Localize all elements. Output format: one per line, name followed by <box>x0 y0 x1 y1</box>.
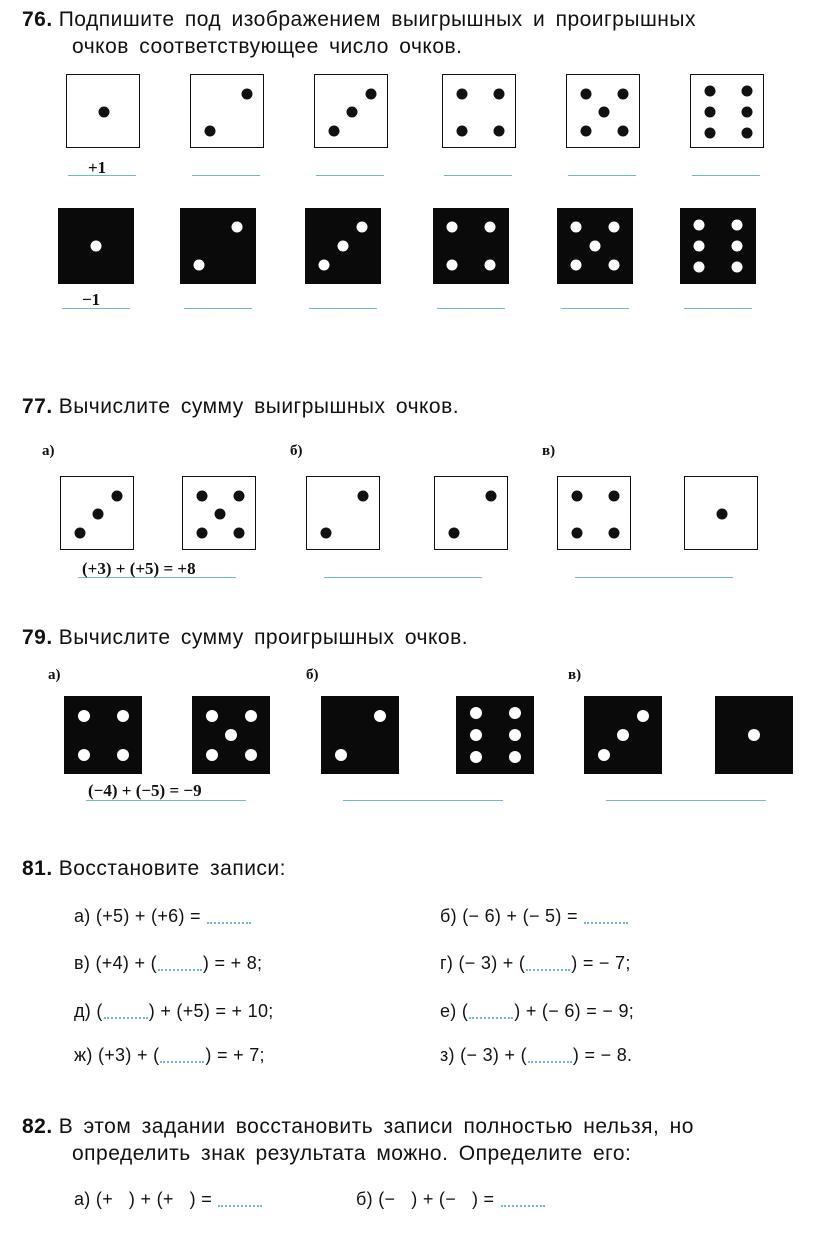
task-79-heading <box>22 624 468 651</box>
die-pip <box>704 86 715 97</box>
equation-left: ( <box>461 1001 469 1021</box>
die-pip <box>694 262 705 273</box>
die-pip <box>571 490 582 501</box>
die-pip <box>598 749 610 761</box>
die-pip <box>717 509 728 520</box>
task-82-heading <box>22 1113 694 1167</box>
equation-left: (− ) + (− ) = <box>378 1189 495 1209</box>
die-pip <box>741 86 752 97</box>
die-pip <box>485 490 496 501</box>
die-pip <box>617 125 628 136</box>
die-black-2 <box>321 696 399 774</box>
answer-blank[interactable] <box>469 1000 513 1019</box>
answer-line[interactable] <box>606 800 766 801</box>
answer-blank[interactable] <box>104 1000 148 1019</box>
task-number: 77. <box>22 395 53 418</box>
answer-blank[interactable] <box>207 905 251 924</box>
die-pip <box>448 527 459 538</box>
die-pip <box>99 107 110 118</box>
die-pip <box>694 241 705 252</box>
die-pip <box>609 260 620 271</box>
equation-left: (+5) + (+6) = <box>95 906 201 926</box>
equation-right: ) = − 8. <box>572 1045 633 1065</box>
die-pip <box>637 710 649 722</box>
answer-line[interactable] <box>568 175 636 176</box>
die-pip <box>117 749 129 761</box>
equation-label: д) <box>74 1001 92 1021</box>
die-pip <box>225 729 237 741</box>
die-white-4 <box>557 476 631 550</box>
die-pip <box>617 88 628 99</box>
die-pip <box>233 527 244 538</box>
equation-left: (+ ) + (+ ) = <box>95 1189 213 1209</box>
die-black-1 <box>715 696 793 774</box>
answer-line[interactable] <box>184 308 252 309</box>
die-pip <box>456 125 467 136</box>
equation-left: (+4) + ( <box>95 953 157 973</box>
die-pip <box>741 107 752 118</box>
die-pip <box>194 260 205 271</box>
equation-right: ) = + 8; <box>202 953 263 973</box>
answer-blank[interactable] <box>584 905 628 924</box>
equation-z <box>440 1044 632 1066</box>
equation-label: б) <box>440 906 457 926</box>
die-pip <box>233 490 244 501</box>
die-pip <box>338 241 349 252</box>
die-white-5 <box>182 476 256 550</box>
die-black-6 <box>456 696 534 774</box>
answer-blank[interactable] <box>160 1044 204 1063</box>
die-pip <box>117 710 129 722</box>
equation-label: е) <box>440 1001 457 1021</box>
answer-line[interactable] <box>192 175 260 176</box>
answer-blank[interactable] <box>158 952 202 971</box>
die-pip <box>608 527 619 538</box>
answer-equation: (+3) + (+5) = +8 <box>82 559 196 578</box>
die-pip <box>485 222 496 233</box>
die-pip <box>571 222 582 233</box>
equation-right: ) + (− 6) = − 9; <box>514 1001 635 1021</box>
die-pip <box>365 88 376 99</box>
die-pip <box>447 222 458 233</box>
die-pip <box>91 241 102 252</box>
subtask-label-b: б) <box>290 443 303 459</box>
die-pip <box>732 262 743 273</box>
equation-left: (− 3) + ( <box>460 1045 527 1065</box>
task-text: Вычислите сумму проигрышных очков. <box>58 626 469 649</box>
die-pip <box>232 222 243 233</box>
answer-line[interactable] <box>444 175 512 176</box>
die-pip <box>599 107 610 118</box>
equation-v <box>74 952 262 974</box>
die-pip <box>590 241 601 252</box>
subtask-label-b: б) <box>306 667 319 683</box>
equation-left: (+3) + ( <box>97 1045 160 1065</box>
answer-line[interactable] <box>575 577 733 578</box>
die-pip <box>320 527 331 538</box>
die-pip <box>748 729 760 741</box>
die-white-2 <box>306 476 380 550</box>
die-white-3 <box>314 74 388 148</box>
subtask-label-v: в) <box>542 443 556 459</box>
die-pip <box>509 729 521 741</box>
answer-line[interactable] <box>316 175 384 176</box>
die-black-3 <box>584 696 662 774</box>
answer-line[interactable] <box>324 577 482 578</box>
die-black-6 <box>680 208 756 284</box>
die-pip <box>196 490 207 501</box>
die-pip <box>741 127 752 138</box>
die-pip <box>206 749 218 761</box>
die-pip <box>215 509 226 520</box>
die-pip <box>196 527 207 538</box>
die-pip <box>571 260 582 271</box>
die-pip <box>241 88 252 99</box>
die-pip <box>694 219 705 230</box>
answer-blank[interactable] <box>528 1044 572 1063</box>
die-black-1 <box>58 208 134 284</box>
die-pip <box>609 222 620 233</box>
equation-label: г) <box>440 953 454 973</box>
die-pip <box>470 707 482 719</box>
answer-line[interactable] <box>343 800 503 801</box>
die-pip <box>374 710 386 722</box>
die-pip <box>78 710 90 722</box>
die-pip <box>493 125 504 136</box>
equation-label: з) <box>440 1045 455 1065</box>
die-pip <box>319 260 330 271</box>
answer-value: −1 <box>82 290 101 309</box>
answer-line[interactable] <box>309 308 377 309</box>
answer-line[interactable] <box>561 308 629 309</box>
die-pip <box>470 751 482 763</box>
die-pip <box>206 710 218 722</box>
die-black-5 <box>557 208 633 284</box>
die-pip <box>608 490 619 501</box>
subtask-label-v: в) <box>568 667 582 683</box>
die-pip <box>328 125 339 136</box>
answer-line[interactable] <box>692 175 760 176</box>
die-pip <box>74 527 85 538</box>
die-white-3 <box>60 476 134 550</box>
answer-blank[interactable] <box>501 1188 545 1207</box>
task-text: Подпишите под изображением выигрышных и проигрышных <box>58 8 696 31</box>
task-81-heading <box>22 855 286 882</box>
die-black-2 <box>180 208 256 284</box>
die-black-3 <box>305 208 381 284</box>
task-number: 82. <box>22 1115 53 1138</box>
die-pip <box>509 707 521 719</box>
answer-line[interactable] <box>684 308 752 309</box>
equation-zh <box>74 1044 265 1066</box>
answer-equation: (−4) + (−5) = −9 <box>88 781 202 800</box>
subtask-label-a: а) <box>42 443 55 459</box>
equation-right: ) = − 7; <box>571 953 631 973</box>
die-pip <box>485 260 496 271</box>
task-number: 76. <box>22 8 53 31</box>
equation-left: ( <box>96 1001 103 1021</box>
die-pip <box>580 88 591 99</box>
task-77-heading <box>22 393 459 420</box>
die-pip <box>509 751 521 763</box>
equation-left: (− 6) + (− 5) = <box>462 906 578 926</box>
task-text: Вычислите сумму выигрышных очков. <box>58 395 460 418</box>
die-white-1 <box>66 74 140 148</box>
equation-right: ) = + 7; <box>205 1045 265 1065</box>
equation-left: (− 3) + ( <box>458 953 526 973</box>
die-white-1 <box>684 476 758 550</box>
equation-right: ) + (+5) = + 10; <box>148 1001 274 1021</box>
die-black-4 <box>64 696 142 774</box>
task-text-continued: определить знак результата можно. Определите его: <box>72 1142 632 1165</box>
answer-blank[interactable] <box>218 1188 262 1207</box>
equation-b <box>440 905 629 927</box>
answer-blank[interactable] <box>526 952 570 971</box>
die-white-5 <box>566 74 640 148</box>
equation-e <box>440 1000 634 1022</box>
die-pip <box>447 260 458 271</box>
die-pip <box>493 88 504 99</box>
die-pip <box>357 222 368 233</box>
die-pip <box>732 219 743 230</box>
die-pip <box>335 749 347 761</box>
die-black-4 <box>433 208 509 284</box>
die-pip <box>704 127 715 138</box>
subtask-label-a: а) <box>48 667 61 683</box>
die-pip <box>732 241 743 252</box>
die-pip <box>580 125 591 136</box>
equation-label: а) <box>74 906 91 926</box>
task-76-heading <box>22 6 696 60</box>
die-pip <box>571 527 582 538</box>
equation-label: в) <box>74 953 91 973</box>
die-white-4 <box>442 74 516 148</box>
die-black-5 <box>192 696 270 774</box>
equation-label: ж) <box>74 1045 93 1065</box>
equation-label: б) <box>356 1189 373 1209</box>
die-pip <box>704 107 715 118</box>
equation-label: а) <box>74 1189 91 1209</box>
die-white-2 <box>434 476 508 550</box>
answer-line[interactable] <box>437 308 505 309</box>
die-pip <box>617 729 629 741</box>
die-pip <box>456 88 467 99</box>
equation-g <box>440 952 631 974</box>
task-number: 81. <box>22 857 53 880</box>
equation-d <box>74 1000 274 1022</box>
die-pip <box>204 125 215 136</box>
task-number: 79. <box>22 626 53 649</box>
equation-82-a <box>74 1188 263 1210</box>
task-text: В этом задании восстановить записи полностью нельзя, но <box>58 1115 694 1138</box>
die-pip <box>245 749 257 761</box>
die-pip <box>245 710 257 722</box>
task-text: Восстановите записи: <box>58 857 286 880</box>
die-pip <box>78 749 90 761</box>
equation-82-b <box>356 1188 546 1210</box>
die-white-6 <box>690 74 764 148</box>
die-pip <box>357 490 368 501</box>
die-pip <box>111 490 122 501</box>
die-white-2 <box>190 74 264 148</box>
task-text-continued: очков соответствующее число очков. <box>72 35 463 58</box>
die-pip <box>93 509 104 520</box>
die-pip <box>347 107 358 118</box>
die-pip <box>470 729 482 741</box>
answer-value: +1 <box>88 158 107 177</box>
equation-a <box>74 905 252 927</box>
